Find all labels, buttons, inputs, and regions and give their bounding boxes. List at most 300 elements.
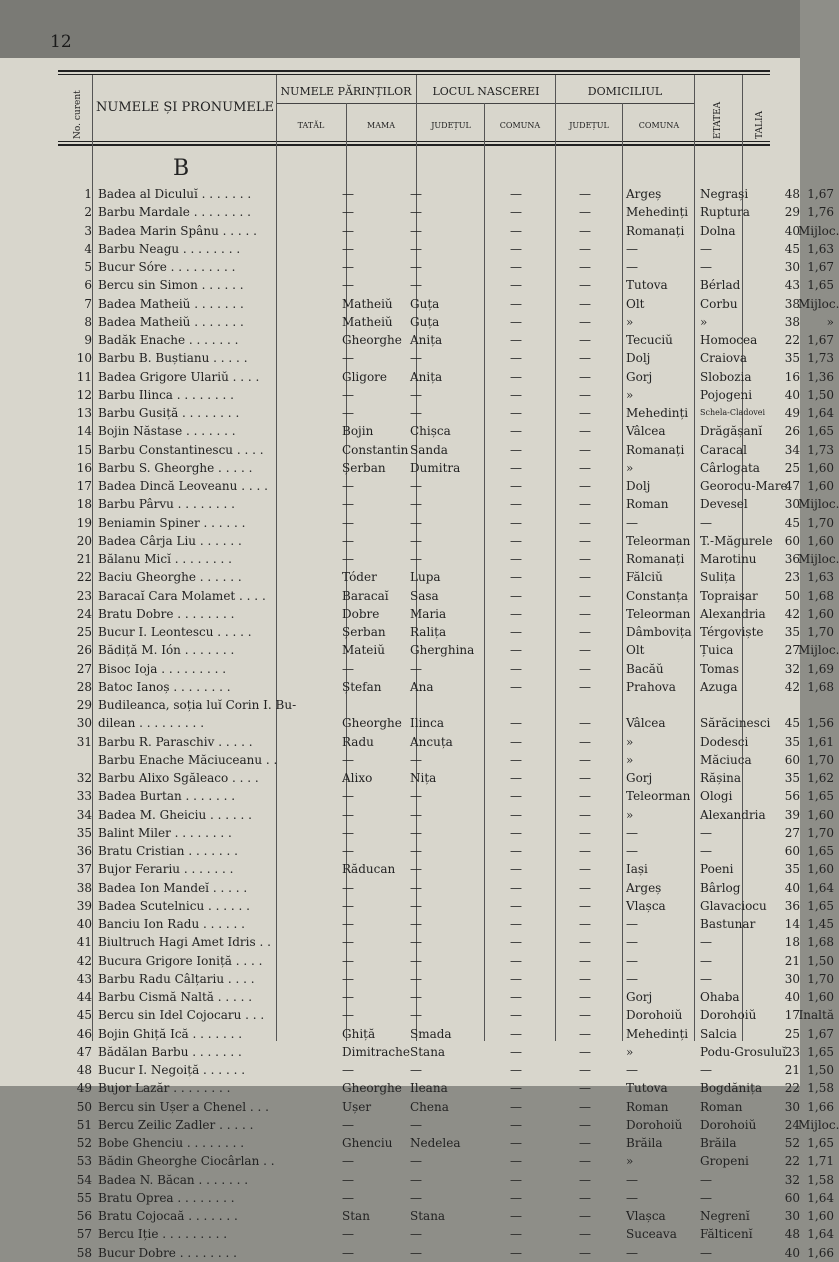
cell-eta: 25 [784, 460, 800, 475]
cell-djud: Gorj [626, 369, 653, 384]
cell-jud: — [510, 442, 522, 457]
cell-tata: Ușer [342, 1099, 372, 1114]
cell-eta: 30 [784, 260, 800, 274]
cell-com: — [579, 898, 591, 913]
cell-name: Barbu Pârvu . . . . . . . . [98, 497, 235, 512]
cell-mama: — [410, 351, 422, 366]
cell-com: — [579, 716, 591, 731]
cell-com: — [579, 1044, 591, 1059]
cell-eta: 60 [784, 844, 800, 858]
cell-com: — [579, 1099, 591, 1114]
cell-mama: — [410, 387, 422, 402]
cell-com: — [579, 552, 591, 566]
cell-name: Bădiță M. Ión . . . . . . . [98, 643, 235, 658]
cell-dcom: — [700, 260, 712, 274]
table-row [58, 587, 834, 605]
cell-jud: — [510, 406, 522, 420]
cell-dcom: — [700, 1063, 712, 1077]
cell-com: — [579, 1063, 591, 1077]
cell-name: Badea Marin Spânu . . . . . [98, 223, 257, 238]
cell-tata: Gligore [342, 369, 388, 384]
cell-djud: » [626, 752, 634, 767]
cell-mama: Anița [410, 369, 443, 384]
cell-dcom: Salcia [700, 1026, 737, 1041]
cell-djud: Argeș [626, 187, 662, 201]
cell-tal: Mijloc. [798, 296, 839, 311]
cell-jud: — [510, 1227, 522, 1242]
section-letter: B [173, 156, 190, 181]
cell-tata: — [342, 880, 354, 895]
cell-mama: — [410, 862, 422, 877]
cell-name: Badea M. Gheiciu . . . . . . [98, 807, 252, 822]
cell-djud: Bacăŭ [626, 661, 664, 676]
cell-jud: — [510, 552, 522, 566]
table-row [58, 1098, 834, 1116]
cell-jud: — [510, 1008, 522, 1023]
cell-tata: — [342, 935, 354, 950]
table-row [58, 605, 834, 623]
cell-dcom: Dorohoiŭ [700, 1117, 757, 1132]
cell-jud: — [510, 515, 522, 530]
cell-com: — [579, 679, 591, 694]
cell-eta: 35 [784, 862, 800, 877]
cell-eta: 38 [784, 314, 800, 329]
cell-no: 22 [76, 570, 92, 585]
cell-jud: — [510, 679, 522, 694]
cell-com: — [579, 241, 591, 256]
cell-mama: Guța [410, 314, 440, 329]
cell-com: — [579, 1190, 591, 1205]
cell-djud: Prahova [626, 679, 676, 694]
cell-no: 47 [76, 1044, 92, 1059]
cell-name: Badea Matheiŭ . . . . . . . [98, 314, 244, 329]
cell-mama: — [410, 990, 422, 1004]
cell-tata: — [342, 1190, 354, 1205]
table-row [58, 641, 839, 659]
cell-dcom: Alexandria [700, 807, 766, 822]
cell-dcom: Bastunar [700, 917, 756, 931]
cell-eta: 16 [784, 369, 800, 384]
cell-no: 32 [76, 771, 92, 785]
cell-tata: — [342, 533, 354, 548]
cell-name: Badea N. Băcan . . . . . . . [98, 1172, 249, 1187]
cell-eta: 40 [784, 1245, 800, 1260]
cell-dcom: Sulița [700, 570, 736, 585]
cell-eta: 32 [784, 1172, 800, 1187]
cell-tata: Matheiŭ [342, 296, 393, 311]
cell-com: — [579, 223, 591, 238]
table-row [58, 185, 834, 203]
cell-no: 54 [76, 1172, 92, 1187]
cell-tata: — [342, 406, 354, 420]
cell-name: Barbu Alixo Sgăleaco . . . . [98, 771, 259, 785]
cell-mama: — [410, 1172, 422, 1187]
subheader-rule [276, 103, 694, 104]
cell-name: Badăk Enache . . . . . . . [98, 333, 239, 347]
cell-tal: 1,56 [807, 716, 834, 731]
table-row [58, 915, 834, 933]
cell-dcom: — [700, 825, 712, 840]
cell-com: — [579, 661, 591, 676]
cell-name: Bujor Ferariu . . . . . . . [98, 862, 234, 877]
table-row [58, 952, 834, 970]
cell-no: 17 [76, 479, 92, 493]
cell-no: 37 [76, 862, 92, 877]
cell-name: Barbu B. Buștianu . . . . . [98, 351, 248, 366]
cell-no: 58 [76, 1245, 92, 1260]
cell-no: 31 [76, 734, 92, 749]
cell-tal: 1,64 [807, 1227, 834, 1242]
cell-eta: 23 [784, 570, 800, 585]
cell-eta: 21 [784, 1063, 800, 1077]
cell-djud: » [626, 314, 634, 329]
cell-name: Batoc Ianoș . . . . . . . . [98, 679, 231, 694]
cell-mama: Guța [410, 296, 440, 311]
cell-eta: 36 [784, 552, 800, 566]
cell-djud: Argeș [626, 880, 662, 895]
cell-no: 21 [76, 552, 92, 566]
cell-eta: 36 [784, 898, 800, 913]
cell-no: 57 [76, 1227, 92, 1242]
table-row [58, 751, 834, 769]
cell-jud: — [510, 424, 522, 439]
table-row [58, 550, 839, 568]
cell-jud: — [510, 716, 522, 731]
cell-no: 52 [76, 1136, 92, 1150]
cell-no: 10 [76, 351, 92, 366]
table-row [58, 1152, 834, 1170]
cell-jud: — [510, 351, 522, 366]
header-bottom-rule-thick [58, 144, 770, 146]
cell-name: Bratu Oprea . . . . . . . . [98, 1190, 235, 1205]
cell-tata: — [342, 351, 354, 366]
cell-tata: Răducan [342, 862, 396, 877]
cell-dcom: Tomas [700, 661, 739, 676]
cell-tata: — [342, 971, 354, 986]
cell-mama: — [410, 935, 422, 950]
cell-jud: — [510, 588, 522, 603]
cell-eta: 60 [784, 752, 800, 767]
cell-eta: 42 [784, 679, 800, 694]
cell-no: 41 [76, 935, 92, 950]
page-top-edge [0, 0, 800, 58]
cell-dcom: Térgoviște [700, 625, 764, 639]
cell-name: Bercu Iție . . . . . . . . . [98, 1227, 228, 1242]
cell-tal: Inaltă [798, 1008, 834, 1023]
cell-tal: 1,70 [807, 971, 834, 986]
cell-com: — [579, 844, 591, 858]
cell-eta: 21 [784, 953, 800, 968]
cell-no: 18 [76, 497, 92, 512]
cell-name: Barbu R. Paraschiv . . . . . [98, 734, 253, 749]
cell-tata: Constantin [342, 442, 409, 457]
cell-name: Badea al Diculuĭ . . . . . . . [98, 187, 252, 201]
cell-tal: 1,65 [807, 278, 834, 293]
cell-djud: Fălciŭ [626, 570, 663, 585]
cell-tal: 1,70 [807, 825, 834, 840]
cell-dcom: Slobozia [700, 369, 752, 384]
cell-dcom: Bogdănița [700, 1081, 763, 1096]
cell-tal: 1,66 [807, 1245, 834, 1260]
cell-no: 19 [76, 515, 92, 530]
cell-eta: 47 [784, 479, 800, 493]
cell-dcom: — [700, 971, 712, 986]
cell-name: Barbu Enache Măciuceanu . . [98, 752, 278, 767]
table-row [58, 1079, 834, 1097]
header-tatal: TATĂL [297, 121, 325, 130]
table-row [58, 404, 834, 422]
cell-mama: — [410, 917, 422, 931]
header-etatea: ETATEA [713, 101, 723, 139]
cell-djud: Vlașca [626, 1209, 666, 1223]
table-row [58, 331, 834, 349]
cell-mama: — [410, 789, 422, 804]
table-row [58, 1043, 834, 1061]
cell-tal: Mijloc. [798, 1117, 839, 1132]
cell-djud: » [626, 387, 634, 402]
cell-tata: — [342, 387, 354, 402]
cell-no: 7 [84, 296, 92, 311]
cell-tata: Gheorghe [342, 716, 402, 731]
cell-djud: Dorohoiŭ [626, 1008, 683, 1023]
cell-no: 55 [76, 1190, 92, 1205]
cell-eta: 40 [784, 223, 800, 238]
cell-djud: Teleorman [626, 606, 691, 621]
cell-tata: Dobre [342, 606, 380, 621]
cell-dcom: Țuica [700, 643, 734, 658]
cell-com: — [579, 533, 591, 548]
cell-jud: — [510, 917, 522, 931]
cell-tal: 1,63 [807, 570, 834, 585]
cell-djud: Iași [626, 862, 648, 877]
cell-dcom: » [700, 314, 708, 329]
cell-dcom: Brăila [700, 1136, 737, 1150]
cell-dcom: Ruptura [700, 205, 750, 220]
cell-djud: Brăila [626, 1136, 663, 1150]
table-row [58, 240, 834, 258]
cell-eta: 52 [784, 1136, 800, 1150]
cell-com: — [579, 807, 591, 822]
cell-name: Biultruch Hagi Amet Idris . . [98, 935, 271, 950]
cell-no: 49 [76, 1081, 92, 1096]
cell-eta: 27 [784, 643, 800, 658]
cell-djud: — [626, 917, 638, 931]
cell-eta: 22 [784, 333, 800, 347]
cell-com: — [579, 515, 591, 530]
cell-eta: 40 [784, 990, 800, 1004]
cell-tal: 1,60 [807, 479, 834, 493]
cell-tata: — [342, 661, 354, 676]
cell-name: Barbu Radu Câlțariu . . . . [98, 971, 255, 986]
header-parinti: NUMELE PĂRINȚILOR [280, 85, 412, 98]
cell-eta: 43 [784, 278, 800, 293]
cell-name: Badea Ion Mandeĭ . . . . . [98, 880, 248, 895]
cell-jud: — [510, 1154, 522, 1169]
cell-tata: Bojin [342, 424, 374, 439]
table-row [58, 258, 834, 276]
cell-mama: — [410, 406, 422, 420]
cell-tal: 1,66 [807, 1099, 834, 1114]
cell-eta: 18 [784, 935, 800, 950]
cell-djud: Dolj [626, 351, 651, 366]
header-top-rule [58, 70, 770, 72]
cell-com: — [579, 333, 591, 347]
table-row [58, 842, 834, 860]
cell-no: 9 [84, 333, 92, 347]
cell-dcom: Gropeni [700, 1154, 749, 1169]
cell-tata: — [342, 241, 354, 256]
cell-jud: — [510, 479, 522, 493]
cell-djud: » [626, 1154, 634, 1169]
cell-tal: 1,60 [807, 862, 834, 877]
cell-tal: 1,71 [807, 1154, 834, 1169]
table-row [58, 568, 834, 586]
header-no-curent: No. curent [73, 90, 83, 139]
cell-no: 1 [84, 187, 92, 201]
cell-mama: — [410, 844, 422, 858]
cell-tata: Dimitrache [342, 1044, 410, 1059]
cell-name: Baracaĭ Cara Molamet . . . . [98, 588, 266, 603]
cell-tal: 1,61 [807, 734, 834, 749]
cell-tata: Tóder [342, 570, 377, 585]
cell-djud: » [626, 807, 634, 822]
table-row [58, 514, 834, 532]
cell-name: Bratu Cristian . . . . . . . [98, 844, 238, 858]
cell-jud: — [510, 1245, 522, 1260]
cell-tal: 1,73 [807, 351, 834, 366]
cell-tata: — [342, 953, 354, 968]
cell-no: 11 [76, 369, 92, 384]
cell-tata: Matheiŭ [342, 314, 393, 329]
cell-com: — [579, 789, 591, 804]
cell-com: — [579, 406, 591, 420]
cell-tata: Alixo [342, 771, 373, 785]
cell-name: Bucur I. Leontescu . . . . . [98, 625, 252, 639]
cell-tal: 1,68 [807, 588, 834, 603]
header-comuna: COMUNA [499, 121, 541, 130]
cell-mama: — [410, 278, 422, 293]
cell-tal: 1,60 [807, 990, 834, 1004]
cell-tata: — [342, 479, 354, 493]
cell-dcom: — [700, 1172, 712, 1187]
cell-name: Bojin Năstase . . . . . . . [98, 424, 236, 439]
cell-name: Bercu sin Ușer a Chenel . . . [98, 1099, 269, 1114]
cell-jud: — [510, 387, 522, 402]
cell-name: Baciu Gheorghe . . . . . . [98, 570, 242, 585]
cell-tata: — [342, 1172, 354, 1187]
cell-com: — [579, 771, 591, 785]
table-row [58, 714, 834, 732]
cell-dcom: Negrași [700, 187, 749, 201]
cell-dcom: — [700, 935, 712, 950]
cell-name: Bobe Ghenciu . . . . . . . . [98, 1136, 245, 1150]
cell-mama: — [410, 752, 422, 767]
table-row [58, 824, 834, 842]
table-row [58, 733, 834, 751]
cell-dcom: Cârlogata [700, 460, 760, 475]
cell-djud: Constanța [626, 588, 688, 603]
cell-jud: — [510, 807, 522, 822]
cell-mama: — [410, 807, 422, 822]
cell-djud: Gorj [626, 990, 653, 1004]
cell-dcom: Dorohoiŭ [700, 1008, 757, 1023]
cell-mama: Ileana [410, 1081, 448, 1096]
cell-eta: 50 [784, 588, 800, 603]
cell-mama: — [410, 479, 422, 493]
header-judetul: JUDEȚUL [431, 121, 471, 130]
cell-jud: — [510, 260, 522, 274]
cell-tal: 1,63 [807, 241, 834, 256]
cell-tal: 1,60 [807, 460, 834, 475]
cell-tal: 1,68 [807, 935, 834, 950]
cell-dcom: Marotinu [700, 552, 757, 566]
cell-mama: — [410, 552, 422, 566]
table-row [58, 368, 834, 386]
cell-tata: — [342, 1154, 354, 1169]
cell-djud: Gorj [626, 771, 653, 785]
cell-mama: — [410, 223, 422, 238]
cell-mama: — [410, 898, 422, 913]
table-row [58, 1207, 834, 1225]
cell-dcom: Alexandria [700, 606, 766, 621]
header-talia: TALIA [755, 110, 765, 139]
cell-jud: — [510, 333, 522, 347]
table-row [58, 441, 834, 459]
cell-jud: — [510, 898, 522, 913]
cell-jud: — [510, 223, 522, 238]
cell-tata: Stan [342, 1209, 370, 1223]
cell-djud: — [626, 1172, 638, 1187]
cell-tal: » [826, 314, 834, 329]
cell-dcom: Dodesci [700, 734, 749, 749]
cell-name: Badea Burtan . . . . . . . [98, 789, 236, 804]
cell-tal: 1,58 [807, 1081, 834, 1096]
cell-tal: 1,50 [807, 953, 834, 968]
cell-no: 24 [76, 606, 92, 621]
cell-djud: Tutova [626, 278, 668, 293]
table-row [58, 495, 839, 513]
cell-tal: 1,65 [807, 1136, 834, 1150]
cell-mama: — [410, 825, 422, 840]
cell-com: — [579, 990, 591, 1004]
cell-dcom: Azuga [700, 679, 738, 694]
cell-mama: Smada [410, 1026, 452, 1041]
header-dom-comuna: COMUNA [638, 121, 680, 130]
cell-jud: — [510, 1063, 522, 1077]
cell-mama: — [410, 1063, 422, 1077]
cell-eta: 17 [784, 1008, 800, 1023]
cell-djud: Dorohoiŭ [626, 1117, 683, 1132]
cell-tal: 1,60 [807, 1209, 834, 1223]
cell-eta: 35 [784, 771, 800, 785]
cell-djud: Roman [626, 1099, 669, 1114]
cell-jud: — [510, 844, 522, 858]
cell-no: 56 [76, 1209, 92, 1223]
cell-mama: Ancuța [410, 734, 453, 749]
cell-dcom: — [700, 953, 712, 968]
cell-djud: Dolj [626, 479, 651, 493]
cell-com: — [579, 187, 591, 201]
cell-djud: — [626, 825, 638, 840]
cell-name: Barbu Gusiță . . . . . . . . [98, 406, 240, 420]
cell-mama: — [410, 187, 422, 201]
cell-no: 50 [76, 1099, 92, 1114]
cell-jud: — [510, 606, 522, 621]
cell-dcom: Homocea [700, 333, 758, 347]
cell-com: — [579, 606, 591, 621]
cell-no: 14 [76, 424, 92, 439]
cell-tal: 1,68 [807, 679, 834, 694]
